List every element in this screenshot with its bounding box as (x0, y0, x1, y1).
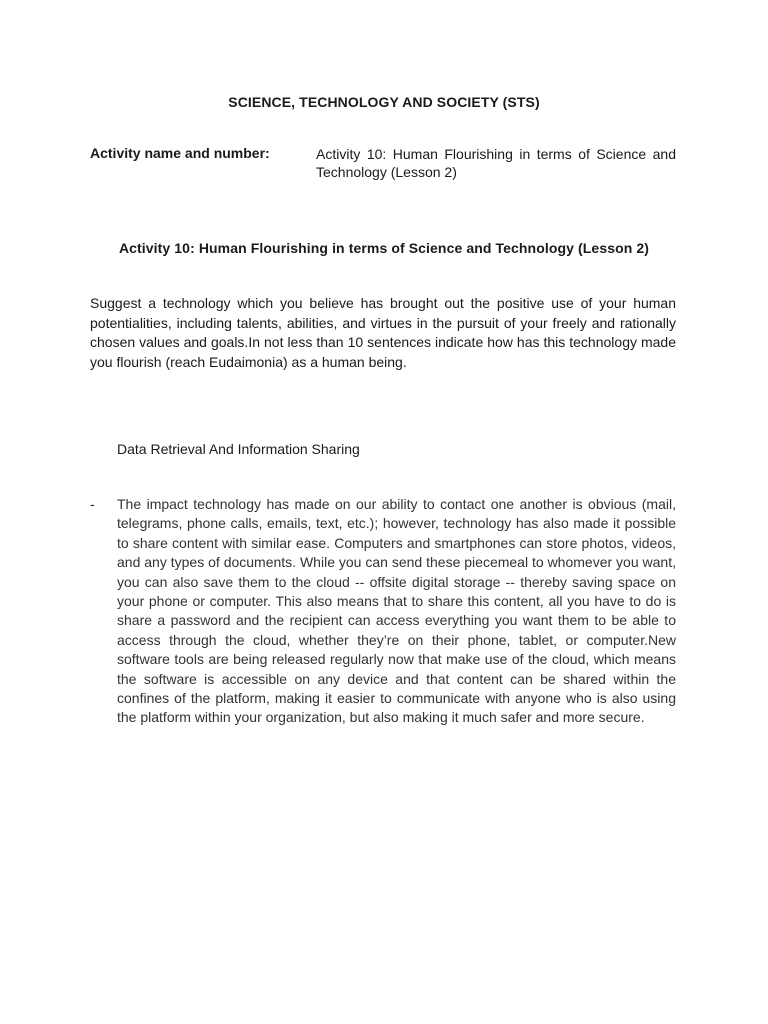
activity-prompt: Suggest a technology which you believe has brought out the positive use of your human potentialities, including talents, abilities, and virtues in the pursuit of your freely and rationally chosen values and goals.In not less than 10 sentences indicate how has this technology made you flourish (reach Eudaimonia) as a human being. (90, 295, 676, 370)
answer-title: Data Retrieval And Information Sharing (117, 441, 360, 457)
section-heading: Activity 10: Human Flourishing in terms of Science and Technology (Lesson 2) (118, 240, 650, 256)
answer-text: The impact technology has made on our ability to contact one another is obvious (mail, telegrams, phone calls, emails, text, etc.); however, technology has also made it possible to share content with similar ease. Computers and smartphones can store photos, videos, and any types of documents. While you can send these piecemeal to whomever you want, you can also save them to the cloud -- offsite digital storage -- thereby saving space on your phone or computer. This also means that to share this content, all you have to do is share a password and the recipient can access everything you want them to be able to access through the cloud, whether they’re on their phone, tablet, or computer.New software tools are being released regularly now that make use of the cloud, which means the software is accessible on any device and that content can be shared within the confines of the platform, making it easier to communicate with anyone who is also using the platform within your organization, but also making it much safer and more secure. (117, 496, 676, 726)
bullet-dash: - (90, 496, 95, 512)
activity-value: Activity 10: Human Flourishing in terms of Science and Technology (Lesson 2) (316, 146, 676, 180)
document-title: SCIENCE, TECHNOLOGY AND SOCIETY (STS) (228, 94, 540, 110)
activity-label: Activity name and number: (90, 145, 270, 161)
